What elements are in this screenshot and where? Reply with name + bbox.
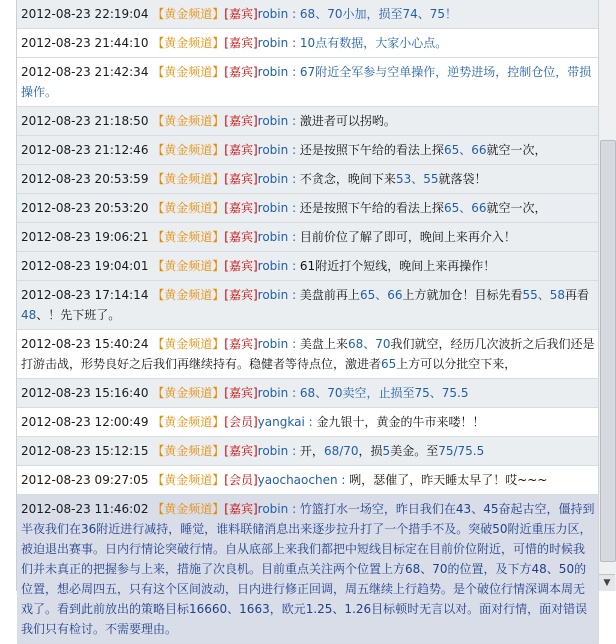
scrollbar-thumb[interactable] xyxy=(600,140,616,562)
username-link[interactable]: yangkai xyxy=(257,415,305,429)
username-separator: : xyxy=(288,259,300,273)
channel-label[interactable]: 【黄金频道】 xyxy=(152,502,225,516)
message-row xyxy=(17,136,599,165)
message-timestamp: 2012-08-23 15:16:40 xyxy=(21,386,149,400)
message-timestamp: 2012-08-23 21:18:50 xyxy=(21,114,149,128)
message-timestamp: 2012-08-23 21:42:34 xyxy=(21,65,149,79)
message-text: 我们就空，经历几次波折之后我们还是打游击战，形势良好之后我们再继续持有。稳健者等待点位，激进者 xyxy=(21,337,595,371)
message-text: 美盘上来 xyxy=(299,337,348,351)
username-link[interactable]: robin xyxy=(257,201,289,215)
username-link[interactable]: yaochaochen xyxy=(257,473,338,487)
message-row xyxy=(17,466,599,495)
message-text: 就落袋！ xyxy=(438,172,487,186)
message-text: 开， xyxy=(299,444,324,458)
channel-label[interactable]: 【黄金频道】 xyxy=(152,143,225,157)
message-timestamp: 2012-08-23 21:44:10 xyxy=(21,36,149,50)
message-row xyxy=(17,194,599,223)
message-text: 67附近全军参与空单操作，逆势进场，控制仓位，带损操作。 xyxy=(21,65,592,99)
message-row xyxy=(17,252,599,281)
message-row xyxy=(17,107,599,136)
username-separator: : xyxy=(288,65,300,79)
message-text: 65 xyxy=(381,357,397,371)
channel-label[interactable]: 【黄金频道】 xyxy=(152,337,225,351)
username-separator: : xyxy=(288,230,300,244)
channel-label[interactable]: 【黄金频道】 xyxy=(152,36,225,50)
username-separator: : xyxy=(288,7,300,21)
message-timestamp: 2012-08-23 19:04:01 xyxy=(21,259,149,273)
message-timestamp: 2012-08-23 12:00:49 xyxy=(21,415,149,429)
message-text: 75/75.5 xyxy=(438,444,485,458)
message-row xyxy=(17,379,599,408)
message-timestamp: 2012-08-23 15:12:15 xyxy=(21,444,149,458)
message-text: 激进者可以拐哟。 xyxy=(299,114,396,128)
message-text: 咧，瑟催了，昨天睡太早了！哎~~~ xyxy=(349,473,548,487)
username-link[interactable]: robin xyxy=(257,143,289,157)
message-feed xyxy=(16,0,599,636)
channel-label[interactable]: 【黄金频道】 xyxy=(152,7,225,21)
username-separator: : xyxy=(288,172,300,186)
role-badge: [嘉宾] xyxy=(224,259,258,273)
message-text: 65、66 xyxy=(443,143,487,157)
channel-label[interactable]: 【黄金频道】 xyxy=(152,444,225,458)
role-badge: [嘉宾] xyxy=(224,172,258,186)
message-timestamp: 2012-08-23 20:53:59 xyxy=(21,172,149,186)
message-text: 65、66 xyxy=(443,201,487,215)
message-text: 金九银十，黄金的牛市来喽！！ xyxy=(316,415,485,429)
role-badge: [会员] xyxy=(224,415,258,429)
message-row xyxy=(17,29,599,58)
message-row xyxy=(17,408,599,437)
message-text: 65、66 xyxy=(359,288,403,302)
role-badge: [嘉宾] xyxy=(224,230,258,244)
username-link[interactable]: robin xyxy=(257,259,289,273)
role-badge: [嘉宾] xyxy=(224,502,258,516)
channel-label[interactable]: 【黄金频道】 xyxy=(152,114,225,128)
username-link[interactable]: robin xyxy=(257,230,289,244)
message-text: 不贪念，晚间下来 xyxy=(299,172,396,186)
role-badge: [会员] xyxy=(224,473,258,487)
role-badge: [嘉宾] xyxy=(224,7,258,21)
message-text: 美金。至 xyxy=(390,444,439,458)
message-timestamp: 2012-08-23 17:14:14 xyxy=(21,288,149,302)
message-row xyxy=(17,165,599,194)
message-row xyxy=(17,58,599,107)
channel-label[interactable]: 【黄金频道】 xyxy=(152,230,225,244)
role-badge: [嘉宾] xyxy=(224,288,258,302)
message-text: 美盘前再上 xyxy=(299,288,360,302)
message-timestamp: 2012-08-23 22:19:04 xyxy=(21,7,149,21)
message-text: 68、70小加，损至74、75！ xyxy=(299,7,458,21)
message-row xyxy=(17,495,599,644)
username-link[interactable]: robin xyxy=(257,7,289,21)
message-text: 上方就加仓！目标先看 xyxy=(402,288,523,302)
username-link[interactable]: robin xyxy=(257,36,289,50)
role-badge: [嘉宾] xyxy=(224,337,258,351)
message-text: 48 xyxy=(21,308,37,322)
role-badge: [嘉宾] xyxy=(224,444,258,458)
message-row xyxy=(17,0,599,29)
role-badge: [嘉宾] xyxy=(224,143,258,157)
role-badge: [嘉宾] xyxy=(224,36,258,50)
message-text: 就空一次， xyxy=(486,201,547,215)
message-row xyxy=(17,223,599,252)
message-text: 10点有数据，大家小心点。 xyxy=(299,36,448,50)
message-text: ，损 xyxy=(358,444,383,458)
message-text: 还是按照下午给的看法上探 xyxy=(299,201,444,215)
message-text: 还是按照下午给的看法上探 xyxy=(299,143,444,157)
username-separator: : xyxy=(288,337,300,351)
role-badge: [嘉宾] xyxy=(224,386,258,400)
role-badge: [嘉宾] xyxy=(224,65,258,79)
channel-label[interactable]: 【黄金频道】 xyxy=(152,386,225,400)
message-row xyxy=(17,330,599,379)
username-link[interactable]: robin xyxy=(257,386,289,400)
username-link[interactable]: robin xyxy=(257,65,289,79)
username-separator: : xyxy=(304,415,317,429)
message-text: 再看 xyxy=(565,288,590,302)
message-timestamp: 2012-08-23 15:40:24 xyxy=(21,337,149,351)
username-separator: : xyxy=(288,386,300,400)
channel-label[interactable]: 【黄金频道】 xyxy=(152,65,225,79)
channel-label[interactable]: 【黄金频道】 xyxy=(152,201,225,215)
role-badge: [嘉宾] xyxy=(224,114,258,128)
scroll-down-arrow-icon[interactable]: ▼ xyxy=(599,574,615,591)
channel-label[interactable]: 【黄金频道】 xyxy=(152,259,225,273)
message-text: 68/70 xyxy=(323,444,359,458)
message-text: 68、70 xyxy=(347,337,391,351)
channel-label[interactable]: 【黄金频道】 xyxy=(152,415,225,429)
username-separator: : xyxy=(288,114,300,128)
message-text: 目前价位了解了即可，晚间上来再介入！ xyxy=(299,230,516,244)
message-text: 61附近打个短线，晚间上来再操作！ xyxy=(299,259,496,273)
message-timestamp: 2012-08-23 20:53:20 xyxy=(21,201,149,215)
username-link[interactable]: robin xyxy=(257,444,289,458)
message-timestamp: 2012-08-23 11:46:02 xyxy=(21,502,149,516)
username-link[interactable]: robin xyxy=(257,337,289,351)
message-row xyxy=(17,437,599,466)
username-separator: : xyxy=(288,444,300,458)
channel-label[interactable]: 【黄金频道】 xyxy=(152,288,225,302)
username-link[interactable]: robin xyxy=(257,502,289,516)
message-timestamp: 2012-08-23 21:12:46 xyxy=(21,143,149,157)
username-separator: : xyxy=(337,473,350,487)
message-text: 5 xyxy=(382,444,391,458)
username-link[interactable]: robin xyxy=(257,114,289,128)
username-separator: : xyxy=(288,288,300,302)
message-text: 竹篮打水一场空，昨日我们在43、45奋起古空，僵持到半夜我们在36附近进行减持，睡觉，谁料联储消息出来逐步拉升打了一个措手不及。突破50附近重压力区，被迫退出赛事。日内行情论突破行情。自从底部上来我们都把中短线目标定在目前价位附近，可惜的时候我们并未真正的把握参与上来，措施了次良机。目前重点关注两个位置上方68、70的位置，及下方48、50的位置，想必周四五，只有这个区间波动，日内进行修正回调，周五继续上行趋势。是个破位行情深调本周无戏了。看到此前放出的策略目标16660、1663，欧元1.25、1.26目标顿时无言以对。面对行情，面对错误我们只有检讨。不需要理由。 xyxy=(21,502,595,636)
username-link[interactable]: robin xyxy=(257,172,289,186)
message-text: 上方可以分批空下来， xyxy=(396,357,517,371)
message-text: 53、55 xyxy=(395,172,439,186)
message-text: 、！先下班了。 xyxy=(36,308,121,322)
channel-label[interactable]: 【黄金频道】 xyxy=(152,473,225,487)
username-separator: : xyxy=(288,36,300,50)
username-separator: : xyxy=(288,502,300,516)
username-separator: : xyxy=(288,143,300,157)
role-badge: [嘉宾] xyxy=(224,201,258,215)
username-separator: : xyxy=(288,201,300,215)
message-text: 就空一次， xyxy=(486,143,547,157)
message-text: 68、70卖空，止损至75、75.5 xyxy=(299,386,469,400)
channel-label[interactable]: 【黄金频道】 xyxy=(152,172,225,186)
message-timestamp: 2012-08-23 09:27:05 xyxy=(21,473,149,487)
username-link[interactable]: robin xyxy=(257,288,289,302)
message-row xyxy=(17,281,599,330)
message-text: 55、58 xyxy=(522,288,566,302)
vertical-scrollbar[interactable] xyxy=(598,0,616,591)
message-timestamp: 2012-08-23 19:06:21 xyxy=(21,230,149,244)
